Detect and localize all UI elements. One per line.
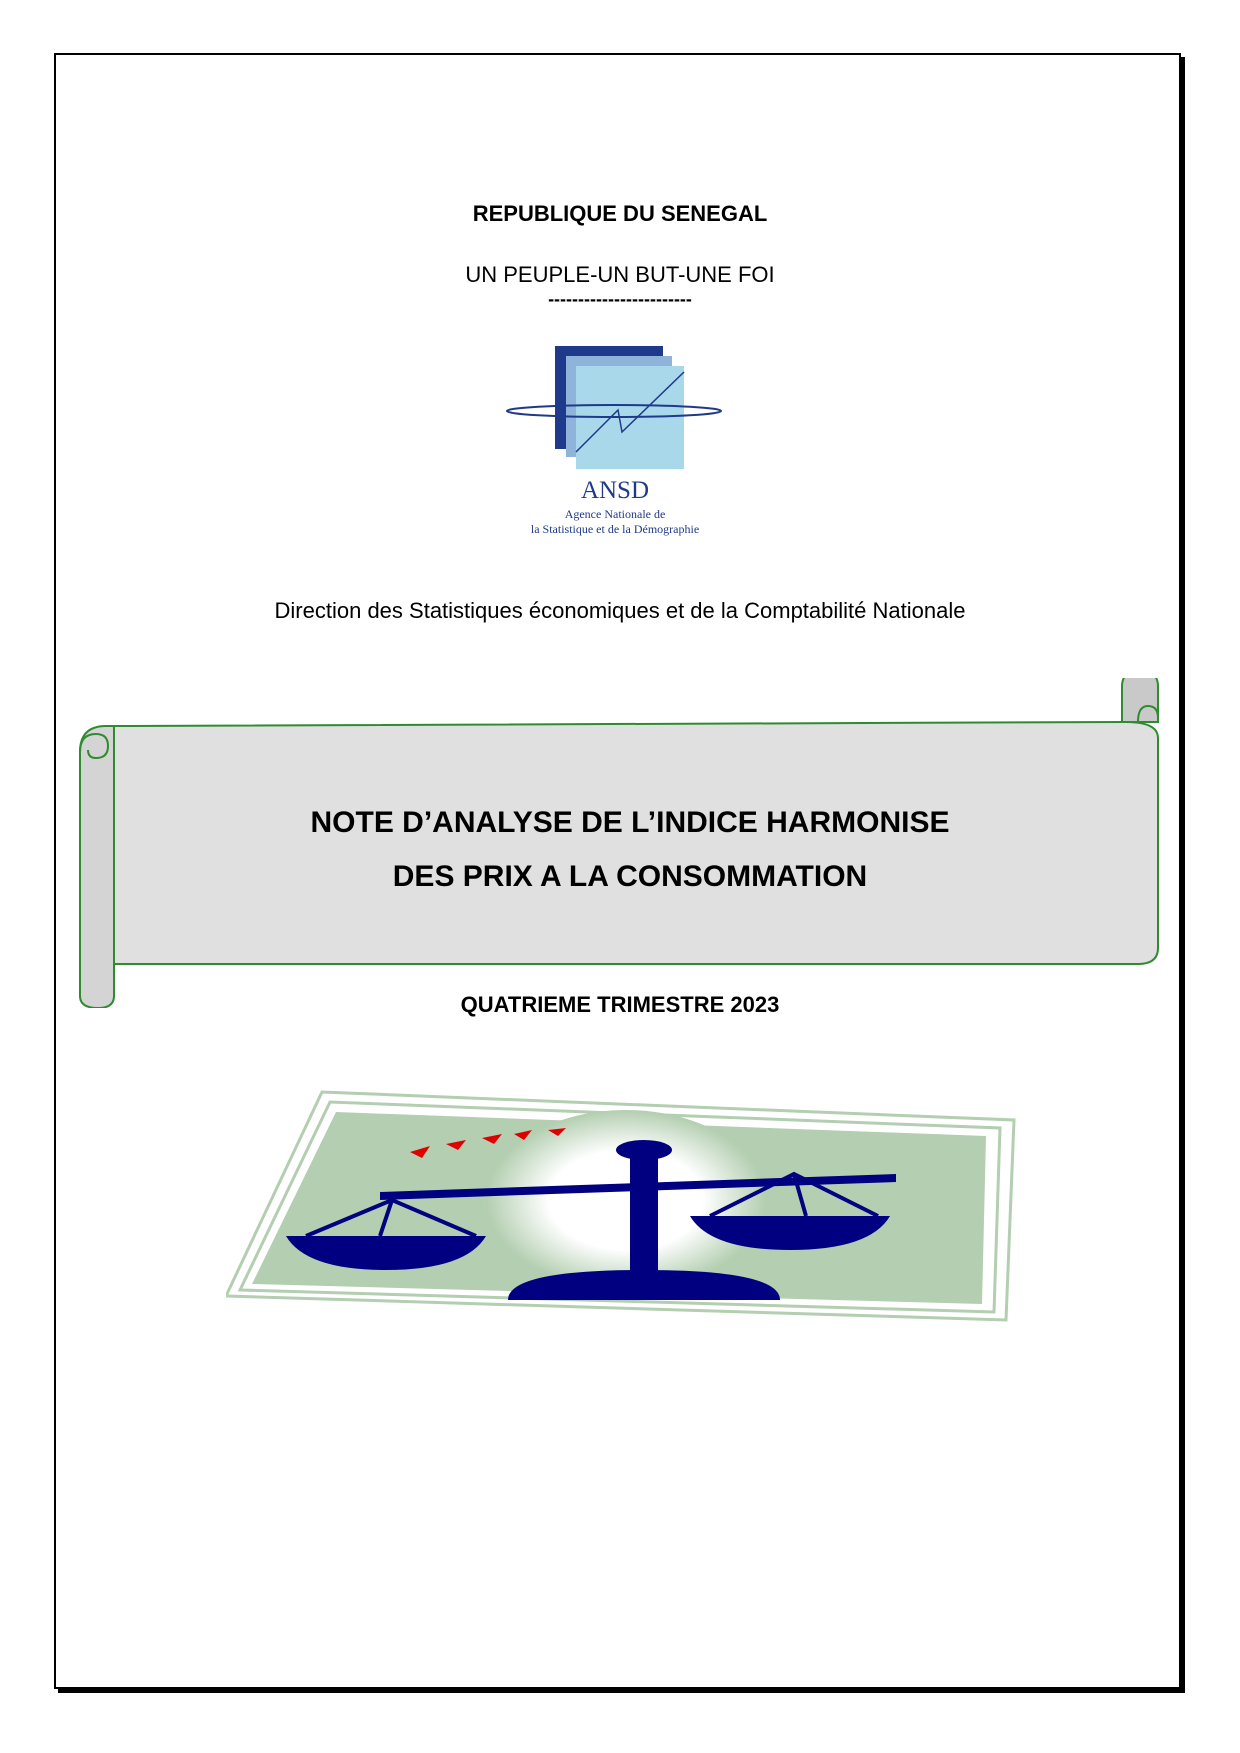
report-title-line2: DES PRIX A LA CONSOMMATION: [392, 860, 868, 893]
title-scroll-banner: [76, 678, 1170, 1008]
balance-scale-icon: [226, 1090, 1016, 1330]
banner-roll-left: [80, 726, 114, 1008]
direction-name: Direction des Statistiques économiques et de la Comptabilité Nationale: [274, 598, 966, 623]
banner-body: [114, 722, 1158, 964]
report-title-line1: NOTE D’ANALYSE DE L’INDICE HARMONISE: [310, 806, 950, 839]
national-motto: UN PEUPLE-UN BUT-UNE FOI: [465, 262, 775, 287]
mat-glow: [486, 1110, 766, 1290]
logo-name-line1: Agence Nationale de: [564, 507, 666, 521]
banner-curl-top-right: [1122, 678, 1158, 722]
ansd-logo-icon: [500, 340, 740, 540]
motto-separator: ------------------------: [548, 289, 692, 309]
logo-acronym: ANSD: [580, 477, 650, 504]
logo-name-line2: la Statistique et de la Démographie: [530, 522, 700, 536]
report-period: QUATRIEME TRIMESTRE 2023: [460, 992, 780, 1017]
country-name: REPUBLIQUE DU SENEGAL: [472, 201, 768, 226]
